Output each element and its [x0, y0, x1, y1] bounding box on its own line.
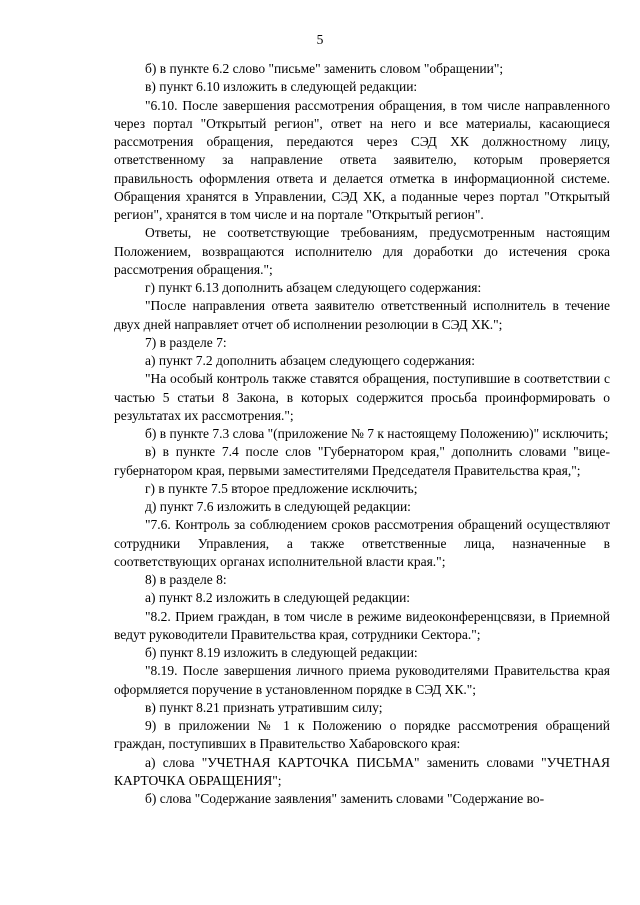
- paragraph-appendix-1-a: а) слова "УЧЕТНАЯ КАРТОЧКА ПИСЬМА" заменить словами "УЧЕТНАЯ КАРТОЧКА ОБРАЩЕНИЯ";: [114, 754, 610, 788]
- paragraph-8-19-text: "8.19. После завершения личного приема руководителями Правительства края оформляется поручение в установленном порядке в СЭД ХК.";: [114, 663, 610, 697]
- paragraph-6-13-intro: г) пункт 6.13 дополнить абзацем следующего содержания:: [145, 280, 482, 295]
- paragraph-7-2-intro: а) пункт 7.2 дополнить абзацем следующего содержания:: [145, 353, 475, 368]
- paragraph-6-13-text: "После направления ответа заявителю ответственный исполнитель в течение двух дней направляет отчет об исполнении резолюции в СЭД ХК.";: [114, 298, 610, 332]
- document-body: [114, 60, 610, 808]
- paragraph-6-10-intro: в) пункт 6.10 изложить в следующей редакции:: [145, 79, 418, 95]
- paragraph-7-4: в) в пункте 7.4 после слов "Губернатором края," дополнить словами "вице-губернатором края, первыми заместителями Председателя Правительства края,";: [114, 444, 610, 478]
- paragraph-answers-requirements: Ответы, не соответствующие требованиям, предусмотренным настоящим Положением, возвращаются исполнителю для доработки до истечения срока рассмотрения обращения.";: [114, 225, 610, 277]
- paragraph-6-10-text: "6.10. После завершения рассмотрения обращения, в том числе направленного через портал "Открытый регион", ответ на него и все материалы, касающиеся рассмотрения обращения, передаются через СЭД ХК должностному лицу, ответственному за направление ответа заявителю, которым проверяется правильность оформления ответа и делается отметка в информационной системе. Обращения хранятся в Управлении, СЭД ХК, а поданные через портал "Открытый регион", хранятся в том числе и на портале "Открытый регион".: [114, 97, 610, 222]
- paragraph-7-6-text: "7.6. Контроль за соблюдением сроков рассмотрения обращений осуществляют сотрудники Управления, а также ответственные лица, назначенные в соответствующих органах исполнительной власти края.";: [114, 517, 610, 569]
- paragraph-appendix-1-b: б) слова "Содержание заявления" заменить словами "Содержание во-: [145, 791, 545, 806]
- paragraph-section-7: 7) в разделе 7:: [145, 334, 227, 350]
- paragraph-8-2-text: "8.2. Прием граждан, в том числе в режиме видеоконференцсвязи, в Приемной ведут руководители Правительства края, сотрудники Сектора.";: [114, 608, 610, 642]
- paragraph-8-19-intro: б) пункт 8.19 изложить в следующей редакции:: [145, 645, 418, 660]
- paragraph-7-6-intro: д) пункт 7.6 изложить в следующей редакции:: [145, 499, 411, 514]
- paragraph-7-5: г) в пункте 7.5 второе предложение исключить;: [145, 480, 418, 496]
- paragraph-7-2-text: "На особый контроль также ставятся обращения, поступившие в соответствии с частью 5 статьи 8 Закона, в которых содержится просьба проинформировать о результатах их рассмотрения.";: [114, 371, 610, 423]
- page-number: 5: [316, 32, 324, 47]
- paragraph-section-8: 8) в разделе 8:: [145, 572, 227, 587]
- paragraph-8-2-intro: а) пункт 8.2 изложить в следующей редакции:: [145, 590, 411, 606]
- paragraph-6-2-amendment: б) в пункте 6.2 слово "письме" заменить словом "обращении";: [145, 61, 504, 76]
- paragraph-7-3: б) в пункте 7.3 слова "(приложение № 7 к настоящему Положению)" исключить;: [145, 426, 609, 441]
- paragraph-appendix-1: 9) в приложении № 1 к Положению о порядке рассмотрения обращений граждан, поступивших в Правительство Хабаровского края:: [114, 718, 610, 752]
- paragraph-8-21: в) пункт 8.21 признать утратившим силу;: [145, 699, 383, 715]
